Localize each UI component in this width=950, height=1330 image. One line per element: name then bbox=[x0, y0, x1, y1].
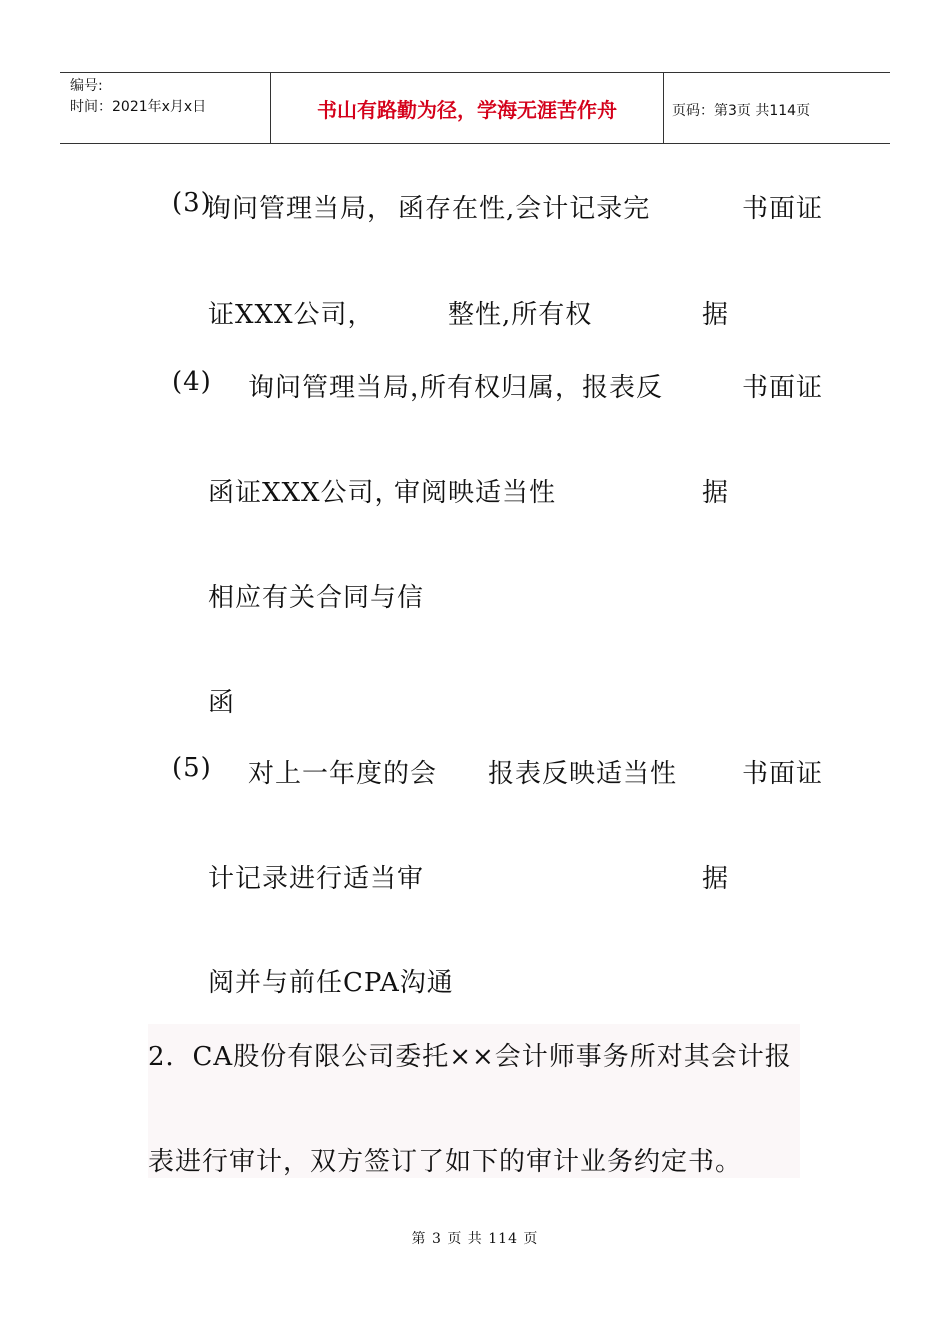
header-page-label: 页码：第3页 共114页 bbox=[672, 103, 811, 119]
row-index: (3) bbox=[172, 188, 212, 218]
header-top-rule bbox=[60, 72, 890, 73]
table-cell: 据 bbox=[702, 864, 730, 894]
table-cell: 函存在性,会计记录完 bbox=[398, 194, 651, 224]
table-cell: 对上一年度的会 bbox=[248, 759, 438, 789]
table-cell: 据 bbox=[702, 478, 730, 508]
header-divider-left bbox=[270, 72, 271, 143]
table-cell: 询问管理当局， bbox=[205, 194, 395, 224]
document-number-label: 编号: bbox=[70, 78, 103, 94]
table-cell: 书面证 bbox=[742, 373, 824, 403]
header-bottom-rule bbox=[60, 143, 890, 144]
table-cell: 书面证 bbox=[742, 759, 824, 789]
header-divider-right bbox=[663, 72, 664, 143]
row-index: (4) bbox=[172, 367, 212, 397]
table-cell: 所有权归属，报表反 bbox=[420, 373, 664, 403]
page-footer: 第 3 页 共 114 页 bbox=[411, 1231, 539, 1247]
paragraph-line: 2．CA股份有限公司委托××会计师事务所对其会计报 bbox=[148, 1042, 792, 1072]
table-cell: 书面证 bbox=[742, 194, 824, 224]
table-cell: 整性,所有权 bbox=[448, 300, 593, 330]
table-cell: 计记录进行适当审 bbox=[208, 864, 425, 894]
table-cell: 相应有关合同与信 bbox=[208, 583, 425, 613]
table-cell: 报表反映适当性 bbox=[488, 759, 678, 789]
paragraph-line: 表进行审计，双方签订了如下的审计业务约定书。 bbox=[148, 1147, 743, 1177]
table-cell: 函证XXX公司， bbox=[208, 478, 402, 508]
row-index: (5) bbox=[172, 753, 212, 783]
table-cell: 询问管理当局， bbox=[248, 373, 438, 403]
header-motto: 书山有路勤为径，学海无涯苦作舟 bbox=[317, 98, 617, 122]
table-cell: 审阅映适当性 bbox=[394, 478, 557, 508]
table-cell: 阅并与前任CPA沟通 bbox=[208, 968, 454, 998]
table-cell: 证XXX公司， bbox=[208, 300, 375, 330]
document-time-label: 时间：2021年x月x日 bbox=[70, 99, 207, 115]
table-cell: 函 bbox=[208, 688, 236, 718]
table-cell: 据 bbox=[702, 300, 730, 330]
